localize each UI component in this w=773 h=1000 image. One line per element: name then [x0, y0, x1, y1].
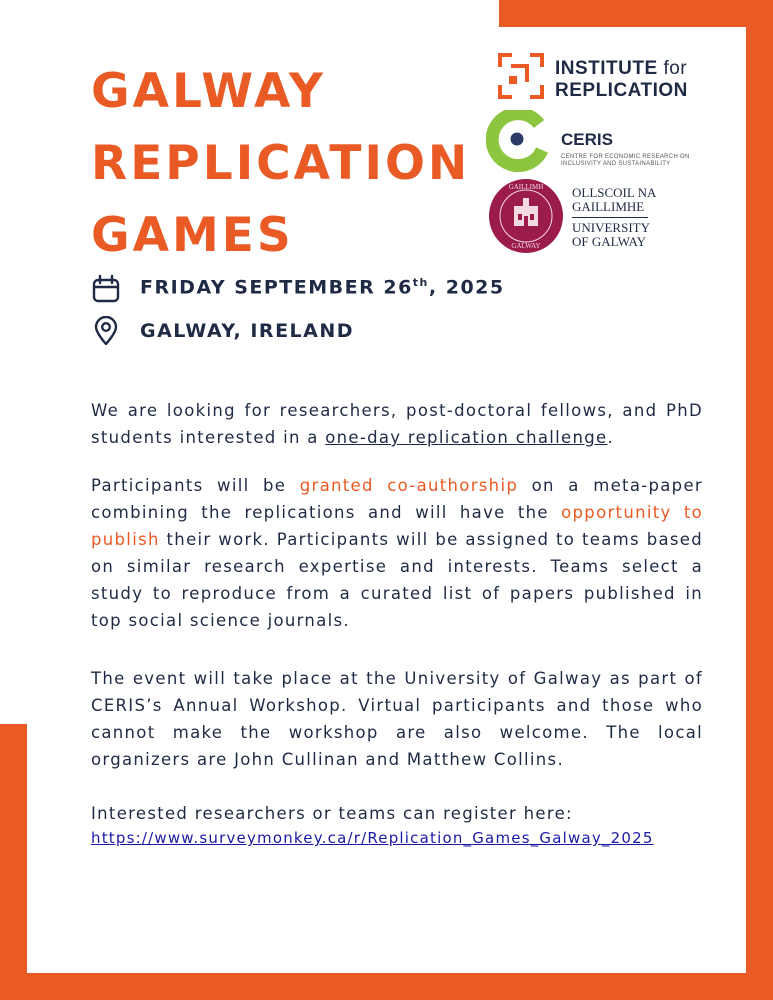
ceris-name: CERIS	[561, 130, 613, 149]
page-title	[91, 56, 470, 272]
ifr-line-2: REPLICATION	[555, 80, 688, 101]
title-line-2: REPLICATION	[91, 136, 471, 191]
publish-highlight: opportunity to publish	[91, 503, 704, 549]
orange-frame-bottom	[0, 973, 773, 1000]
registration-link[interactable]: https://www.surveymonkey.ca/r/Replication_Games_Galway_2025	[91, 829, 654, 847]
participants-paragraph: Participants will be granted co-authorship on a meta-paper combining the replications and will have the opportunity to publish their work. Participants will be assigned to teams based on similar research expertise and interests. Teams select a study to reproduce from a curated list of papers published in top social science journals.	[91, 476, 704, 630]
orange-frame-right	[746, 0, 773, 1000]
university-seal-icon	[488, 178, 564, 254]
title-line-1: GALWAY	[91, 64, 326, 119]
calendar-icon	[91, 274, 121, 304]
register-prompt: Interested researchers or teams can register here:	[91, 804, 573, 823]
seal-bottom-text: GALWAY	[511, 242, 541, 250]
ceris-logo	[486, 110, 706, 170]
co-authorship-highlight: granted co-authorship	[299, 476, 519, 495]
intro-paragraph: We are looking for researchers, post-doctoral fellows, and PhD students interested in a one-day replication challenge.	[91, 401, 703, 447]
title-line-3: GAMES	[91, 208, 294, 263]
ifr-line-1: INSTITUTE for	[555, 58, 688, 79]
event-location: GALWAY, IRELAND	[140, 320, 355, 342]
map-pin-icon	[91, 316, 121, 346]
event-date-row	[91, 274, 505, 304]
event-date: FRIDAY SEPTEMBER 26th, 2025	[140, 276, 505, 299]
event-location-row	[91, 316, 355, 346]
one-day-challenge-highlight: one-day replication challenge	[325, 428, 608, 447]
seal-top-text: GAILLIMH	[508, 183, 544, 191]
university-of-galway-logo	[488, 178, 708, 258]
orange-frame-left	[0, 724, 27, 1000]
institute-for-replication-logo	[497, 52, 717, 100]
ceris-subtitle: CENTRE FOR ECONOMIC RESEARCH ON INCLUSIVITY AND SUSTAINABILITY	[561, 154, 690, 167]
university-name: OLLSCOIL NA GAILLIMHE UNIVERSITY OF GALWAY	[572, 185, 657, 249]
venue-paragraph: The event will take place at the University of Galway as part of CERIS’s Annual Workshop. Virtual participants and those who cannot make the workshop are also welcome. The local organizers are John Cullinan and Matthew Collins.	[91, 669, 703, 769]
orange-frame-top	[499, 0, 773, 27]
replication-bracket-icon	[497, 52, 545, 100]
ceris-ring-icon	[486, 110, 548, 172]
